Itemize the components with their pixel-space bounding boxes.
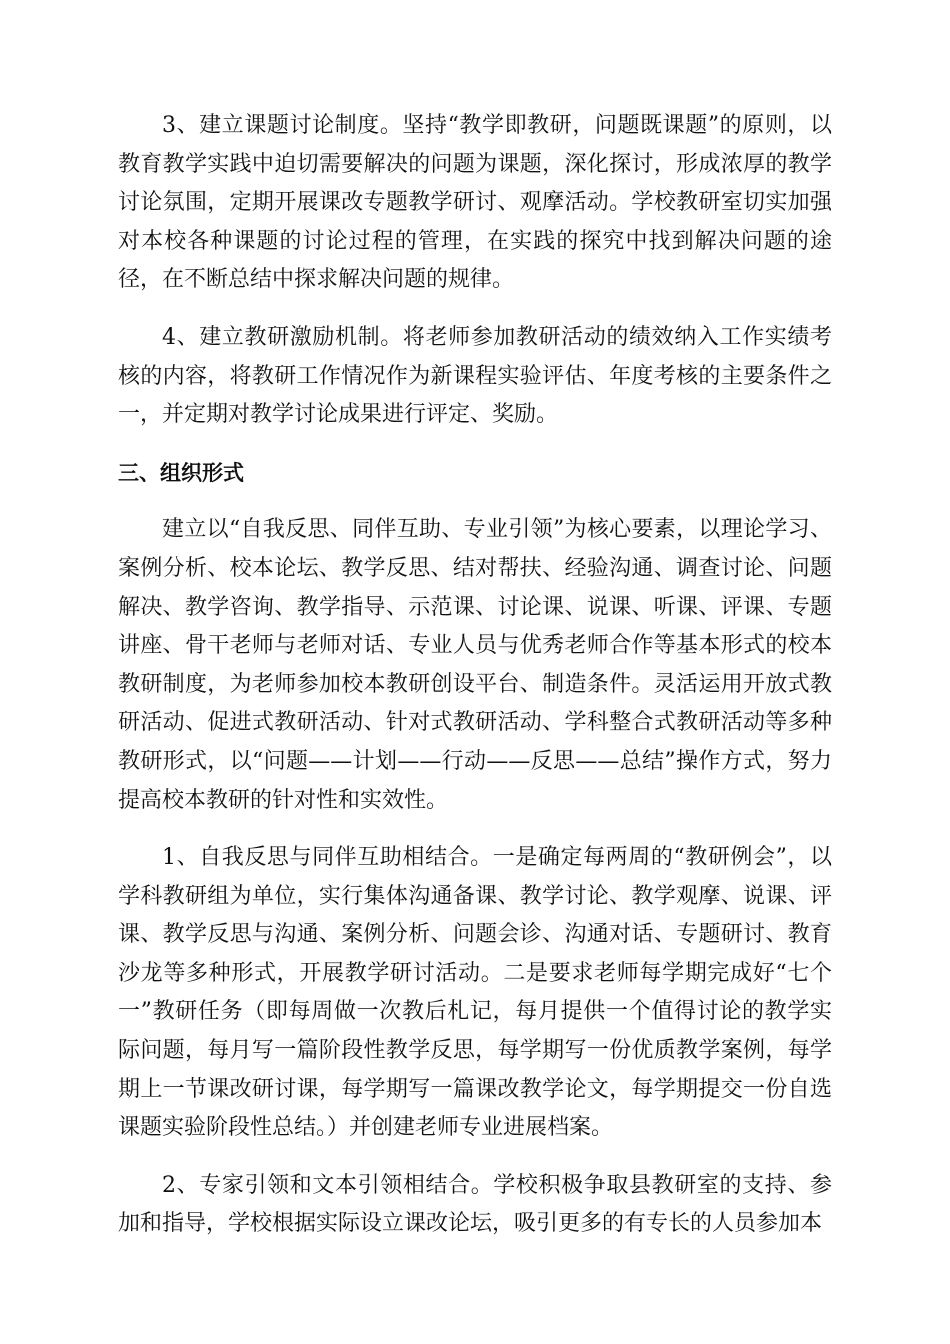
paragraph-self-reflection: 1、自我反思与同伴互助相结合。一是确定每两周的“教研例会”，以学科教研组为单位，实行集体沟通备课、教学讨论、教学观摩、说课、评课、教学反思与沟通、案例分析、问题会诊、沟通对话、专题研讨、教育沙龙等多种形式，开展教学研讨活动。二是要求老师每学期完成好“七个一”教研任务（即每周做一次教后札记，每月提供一个值得讨论的教学实际问题，每月写一篇阶段性教学反思，每学期写一份优质教学案例，每学期上一节课改研讨课，每学期写一篇课改教学论文，每学期提交一份自选课题实验阶段性总结。）并创建老师专业进展档案。	[118, 845, 832, 1141]
paragraph-expert-guidance: 2、专家引领和文本引领相结合。学校积极争取县教研室的支持、参加和指导，学校根据实际设立课改论坛，吸引更多的有专长的人员参加本	[118, 1172, 832, 1237]
paragraph-incentive-mechanism: 4、建立教研激励机制。将老师参加教研活动的绩效纳入工作实绩考核的内容，将教研工作情况作为新课程实验评估、年度考核的主要条件之一，并定期对教学讨论成果进行评定、奖励。	[118, 324, 832, 428]
section-heading-organization-form: 三、组织形式	[118, 460, 244, 485]
paragraph-organization-overview: 建立以“自我反思、同伴互助、专业引领”为核心要素，以理论学习、案例分析、校本论坛、教学反思、结对帮扶、经验沟通、调查讨论、问题解决、教学咨询、教学指导、示范课、讨论课、说课、听课、评课、专题讲座、骨干老师与老师对话、专业人员与优秀老师合作等基本形式的校本教研制度，为老师参加校本教研创设平台、制造条件。灵活运用开放式教研活动、促进式教研活动、针对式教研活动、学科整合式教研活动等多种教研形式，以“问题——计划——行动——反思——总结”操作方式，努力提高校本教研的针对性和实效性。	[118, 517, 832, 813]
paragraph-discussion-system: 3、建立课题讨论制度。坚持“教学即教研，问题既课题”的原则，以教育教学实践中迫切需要解决的问题为课题，深化探讨，形成浓厚的教学讨论氛围，定期开展课改专题教学研讨、观摩活动。学校教研室切实加强对本校各种课题的讨论过程的管理，在实践的探究中找到解决问题的途径，在不断总结中探求解决问题的规律。	[118, 113, 832, 293]
